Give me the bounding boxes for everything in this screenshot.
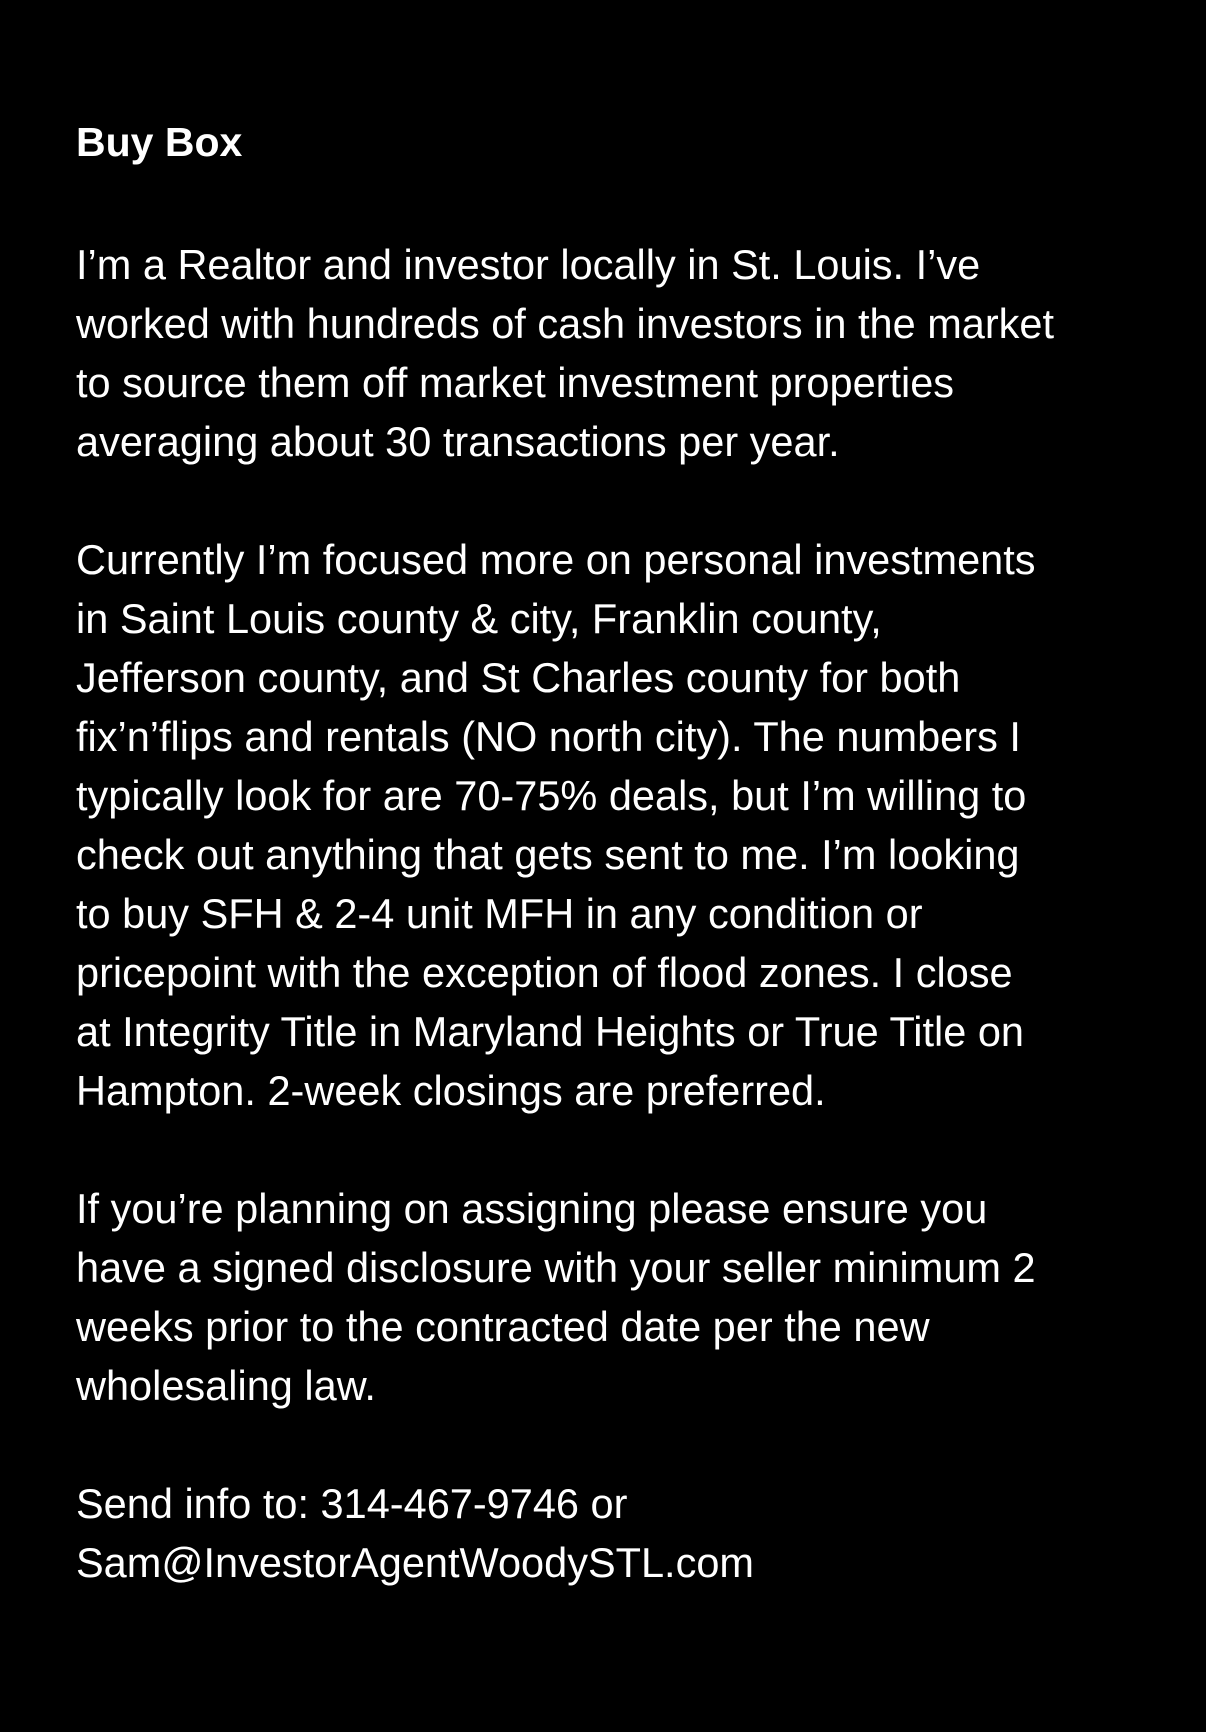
document-title: Buy Box (76, 119, 243, 165)
buy-box-document (76, 118, 1156, 1651)
paragraph-line: to source them off market investment properties (76, 359, 955, 406)
paragraph-line: typically look for are 70-75% deals, but I’m willing to (76, 772, 1027, 819)
criteria-paragraph (76, 530, 1156, 1120)
paragraph-line: check out anything that gets sent to me. I’m looking (76, 831, 1020, 878)
paragraph-line: weeks prior to the contracted date per the new (76, 1303, 930, 1350)
paragraph-line: wholesaling law. (76, 1362, 376, 1409)
contact-paragraph (76, 1474, 1156, 1592)
intro-paragraph (76, 235, 1156, 471)
paragraph-line: worked with hundreds of cash investors in the market (76, 300, 1055, 347)
paragraph-line: to buy SFH & 2-4 unit MFH in any condition or (76, 890, 923, 937)
paragraph-line: If you’re planning on assigning please ensure you (76, 1185, 988, 1232)
paragraph-line: I’m a Realtor and investor locally in St. Louis. I’ve (76, 241, 981, 288)
paragraph-line: in Saint Louis county & city, Franklin county, (76, 595, 882, 642)
paragraph-line: Hampton. 2-week closings are preferred. (76, 1067, 826, 1114)
assignment-paragraph (76, 1179, 1156, 1415)
paragraph-line: Currently I’m focused more on personal investments (76, 536, 1036, 583)
paragraph-line: fix’n’flips and rentals (NO north city). The numbers I (76, 713, 1021, 760)
paragraph-line: pricepoint with the exception of flood zones. I close (76, 949, 1013, 996)
contact-phone-line: Send info to: 314-467-9746 or (76, 1480, 628, 1527)
paragraph-line: at Integrity Title in Maryland Heights or True Title on (76, 1008, 1025, 1055)
paragraph-line: Jefferson county, and St Charles county for both (76, 654, 961, 701)
contact-email-line: Sam@InvestorAgentWoodySTL.com (76, 1539, 754, 1586)
paragraph-line: have a signed disclosure with your seller minimum 2 (76, 1244, 1036, 1291)
paragraph-line: averaging about 30 transactions per year. (76, 418, 840, 465)
